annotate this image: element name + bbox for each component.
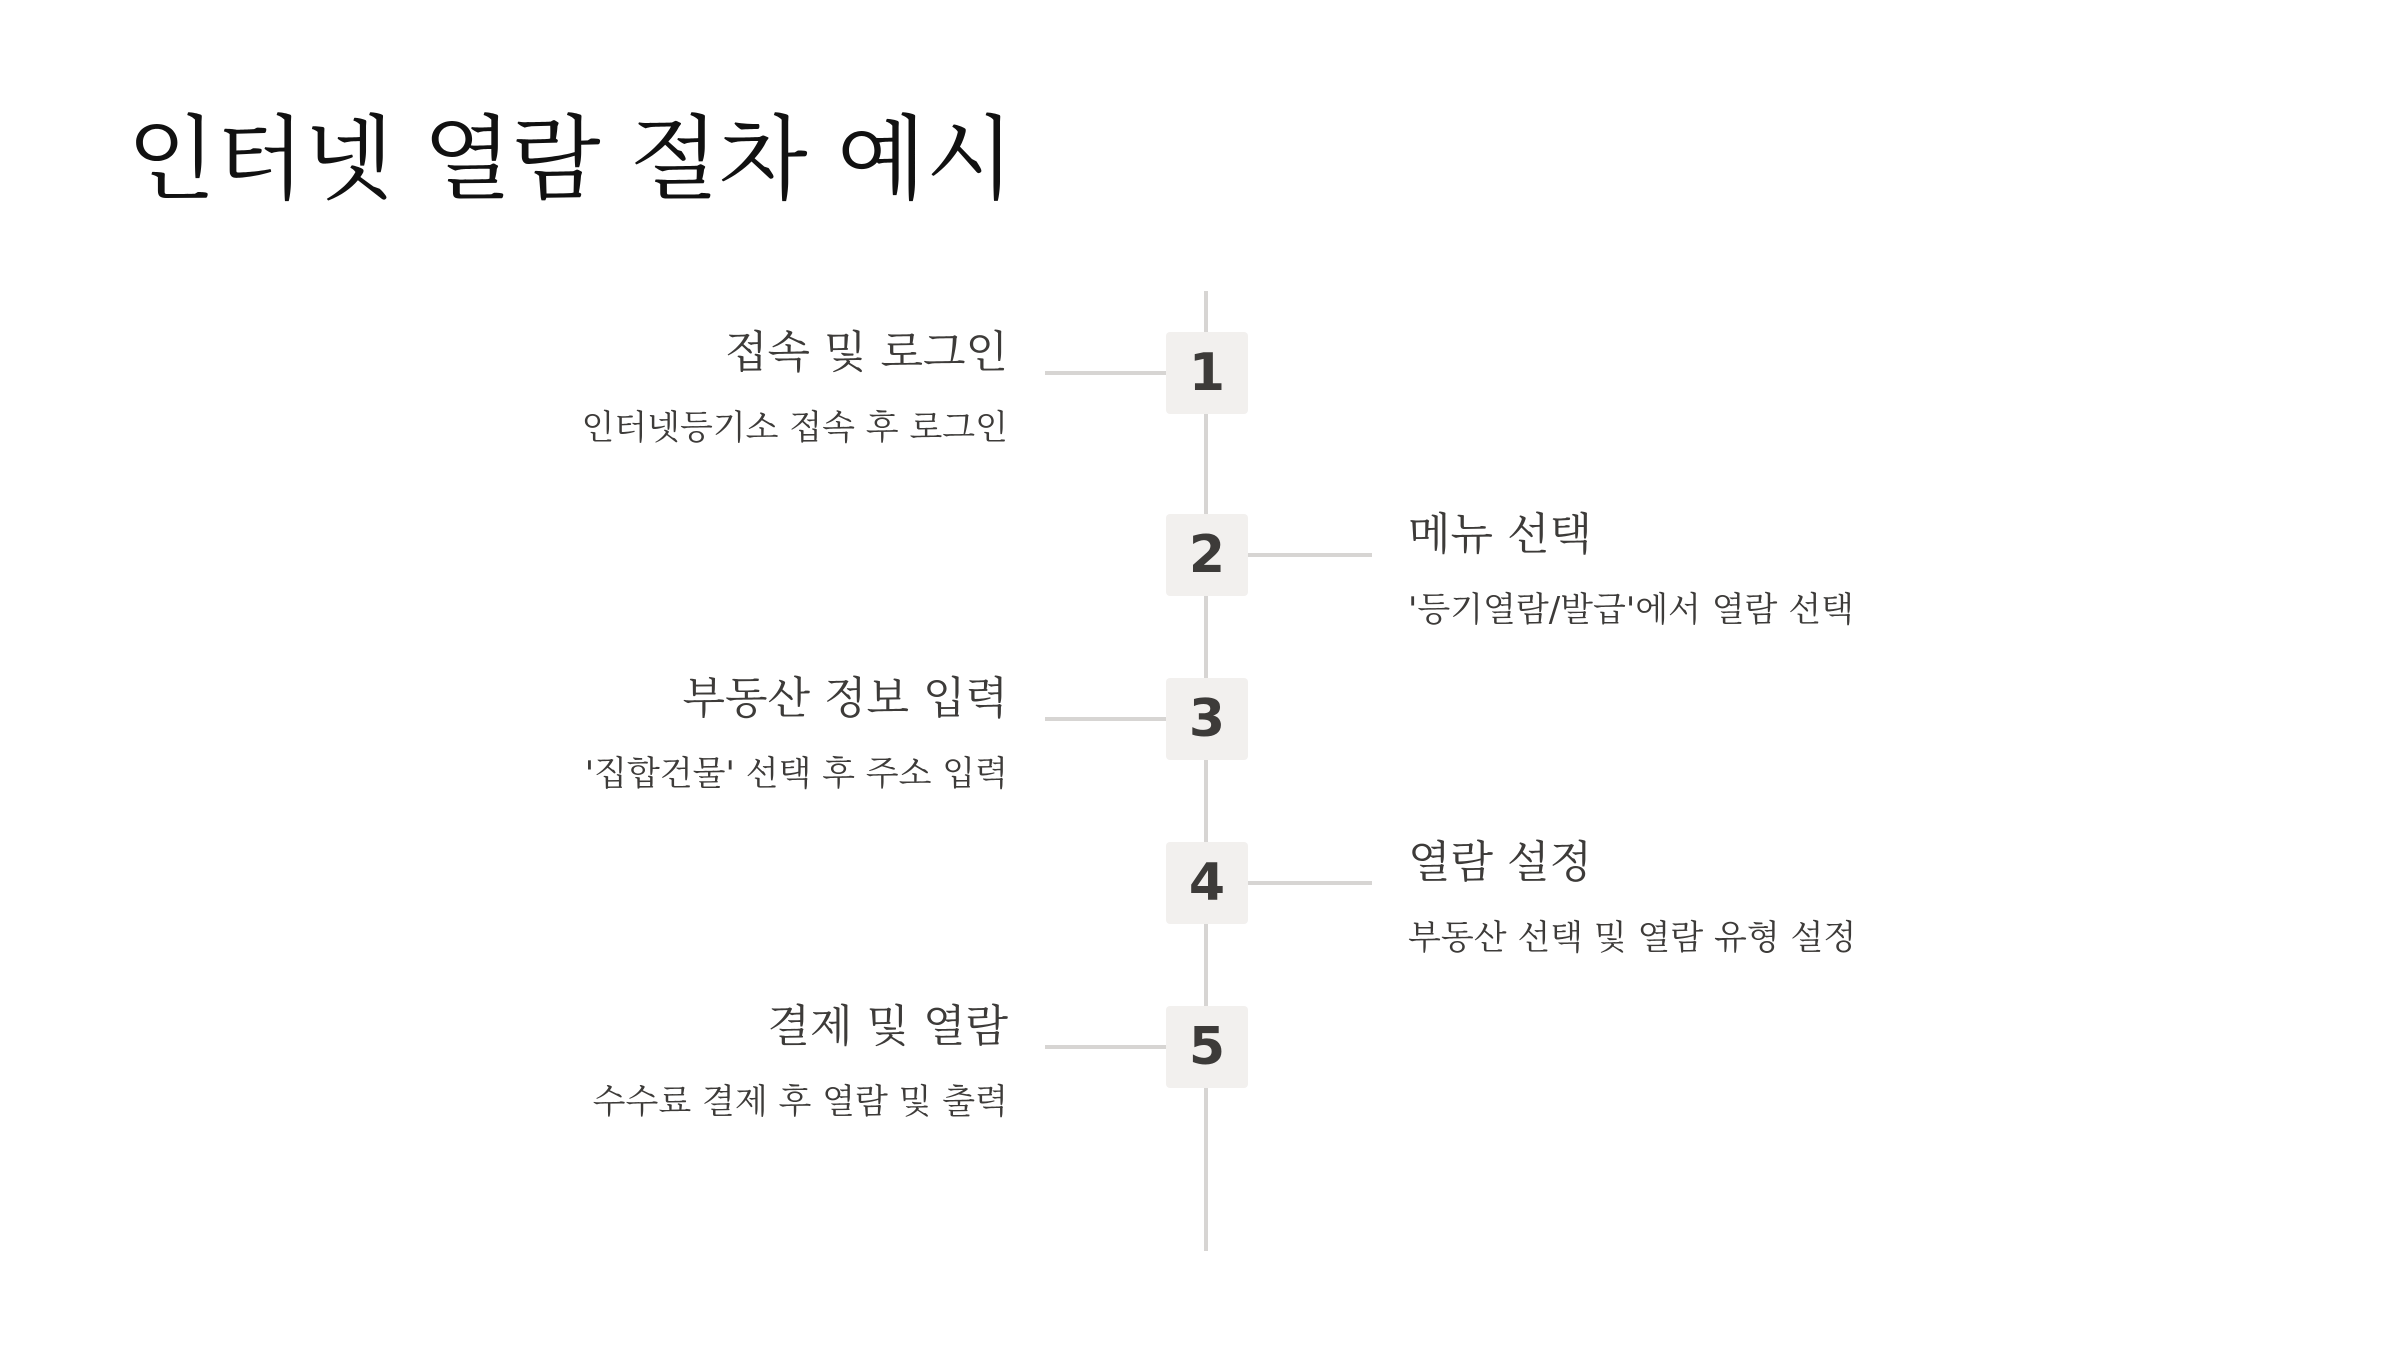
step-3-number: 3 <box>1188 689 1226 749</box>
step-4-description: 부동산 선택 및 열람 유형 설정 <box>1408 918 1857 958</box>
step-2-number-box <box>1166 514 1248 596</box>
step-1-text <box>581 323 1008 451</box>
step-1-title: 접속 및 로그인 <box>725 327 1008 378</box>
timeline-axis <box>1204 291 1208 1251</box>
step-5-connector <box>1045 1045 1167 1049</box>
step-5-text <box>593 997 1008 1125</box>
step-5-number: 5 <box>1188 1017 1226 1077</box>
step-3-description: '집합건물' 선택 후 주소 입력 <box>584 754 1008 794</box>
step-1-connector <box>1045 371 1167 375</box>
step-3-number-box <box>1166 678 1248 760</box>
step-3-title: 부동산 정보 입력 <box>682 673 1008 724</box>
step-2-text <box>1408 505 1854 633</box>
step-1-description: 인터넷등기소 접속 후 로그인 <box>581 408 1008 448</box>
step-2-description: '등기열람/발급'에서 열람 선택 <box>1408 590 1854 630</box>
step-2-number: 2 <box>1188 525 1226 585</box>
step-4-number: 4 <box>1188 853 1226 913</box>
step-2-title: 메뉴 선택 <box>1408 509 1593 560</box>
step-1-number-box <box>1166 332 1248 414</box>
step-3-connector <box>1045 717 1167 721</box>
step-5-description: 수수료 결제 후 열람 및 출력 <box>592 1082 1008 1122</box>
step-4-text <box>1408 833 1856 961</box>
step-5-number-box <box>1166 1006 1248 1088</box>
step-1-number: 1 <box>1188 343 1226 403</box>
step-3-text <box>585 669 1008 797</box>
step-4-connector <box>1247 881 1372 885</box>
step-4-number-box <box>1166 842 1248 924</box>
step-4-title: 열람 설정 <box>1408 837 1593 888</box>
step-2-connector <box>1247 553 1372 557</box>
page-title: 인터넷 열람 절차 예시 <box>127 106 1015 213</box>
step-5-title: 결제 및 열람 <box>767 1001 1008 1052</box>
